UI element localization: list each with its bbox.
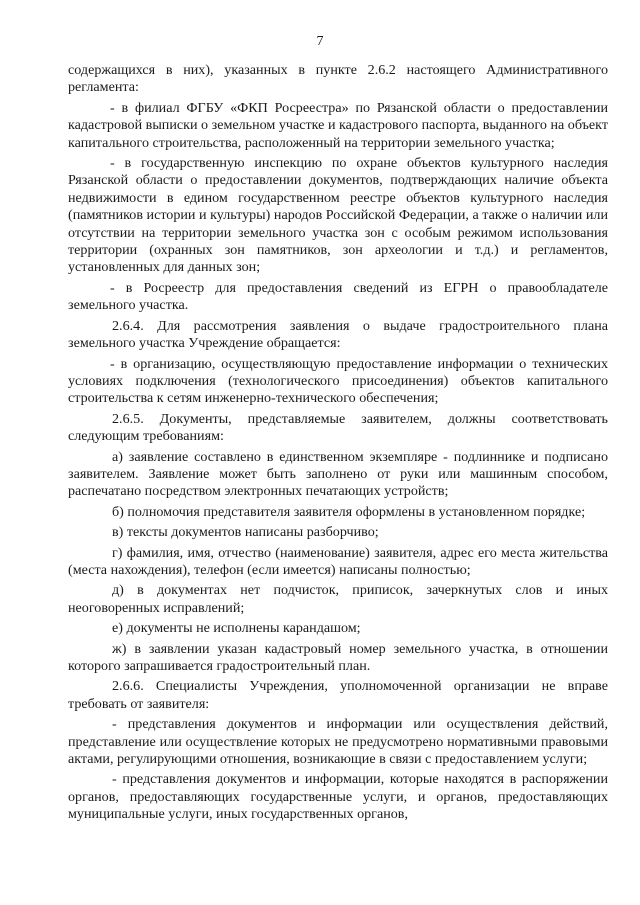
paragraph: - в организацию, осуществляющую предоставление информации о технических условиях подключения (технологического присоединения) объектов капитального строительства к сетям инженерно-технического обеспечения; bbox=[68, 355, 608, 407]
page-number: 7 bbox=[316, 34, 324, 49]
paragraph: 2.6.4. Для рассмотрения заявления о выдаче градостроительного плана земельного участка Учреждение обращается: bbox=[68, 317, 608, 352]
paragraph: 2.6.6. Специалисты Учреждения, уполномоченной организации не вправе требовать от заявителя: bbox=[68, 678, 608, 712]
paragraph: г) фамилия, имя, отчество (наименование) заявителя, адрес его места жительства (места нахождения), телефон (если имеется) написаны полностью; bbox=[68, 544, 608, 578]
paragraph: - представления документов и информации, которые находятся в распоряжении органов, предоставляющих государственные услуги, и органов, предоставляющих муниципальные услуги, иных государственных органов, bbox=[68, 771, 608, 823]
document-body bbox=[68, 62, 608, 827]
paragraph: а) заявление составлено в единственном экземпляре - подлиннике и подписано заявителем. Заявление может быть заполнено от руки или машинным способом, распечатано посредством электронных печатающих устройств; bbox=[68, 448, 608, 500]
paragraph: е) документы не исполнены карандашом; bbox=[112, 620, 361, 637]
paragraph: 2.6.5. Документы, представляемые заявителем, должны соответствовать следующим требованиям: bbox=[68, 410, 608, 445]
paragraph: ж) в заявлении указан кадастровый номер земельного участка, в отношении которого запрашивается градостроительный план. bbox=[68, 640, 608, 674]
paragraph: б) полномочия представителя заявителя оформлены в установленном порядке; bbox=[112, 503, 586, 520]
paragraph: - представления документов и информации или осуществления действий, представление или осуществление которых не предусмотрено нормативными правовыми актами, регулирующими отношения, возникающие в связи с предоставлением услуги; bbox=[68, 716, 608, 768]
paragraph: в) тексты документов написаны разборчиво; bbox=[112, 524, 379, 541]
paragraph: д) в документах нет подчисток, приписок, зачеркнутых слов и иных неоговоренных исправлений; bbox=[68, 582, 608, 616]
paragraph: содержащихся в них), указанных в пункте 2.6.2 настоящего Административного регламента: bbox=[68, 62, 608, 96]
paragraph: - в филиал ФГБУ «ФКП Росреестра» по Рязанской области о предоставлении кадастровой выписки о земельном участке и кадастрового паспорта, выданного на объект капитального строительства, расположенный на территории земельного участка; bbox=[68, 99, 608, 151]
paragraph: - в государственную инспекцию по охране объектов культурного наследия Рязанской области о предоставлении документов, подтверждающих наличие объекта недвижимости в едином государственном реестре объектов культурного наследия (памятников истории и культуры) народов Российской Федерации, а также о наличии или отсутствии на территории земельного участка зон с особым режимом использования территории (охранных зон памятников, зон археологии и т.д.) и регламентов, установленных для данных зон; bbox=[68, 155, 608, 276]
paragraph: - в Росреестр для предоставления сведений из ЕГРН о правообладателе земельного участка. bbox=[68, 279, 608, 314]
